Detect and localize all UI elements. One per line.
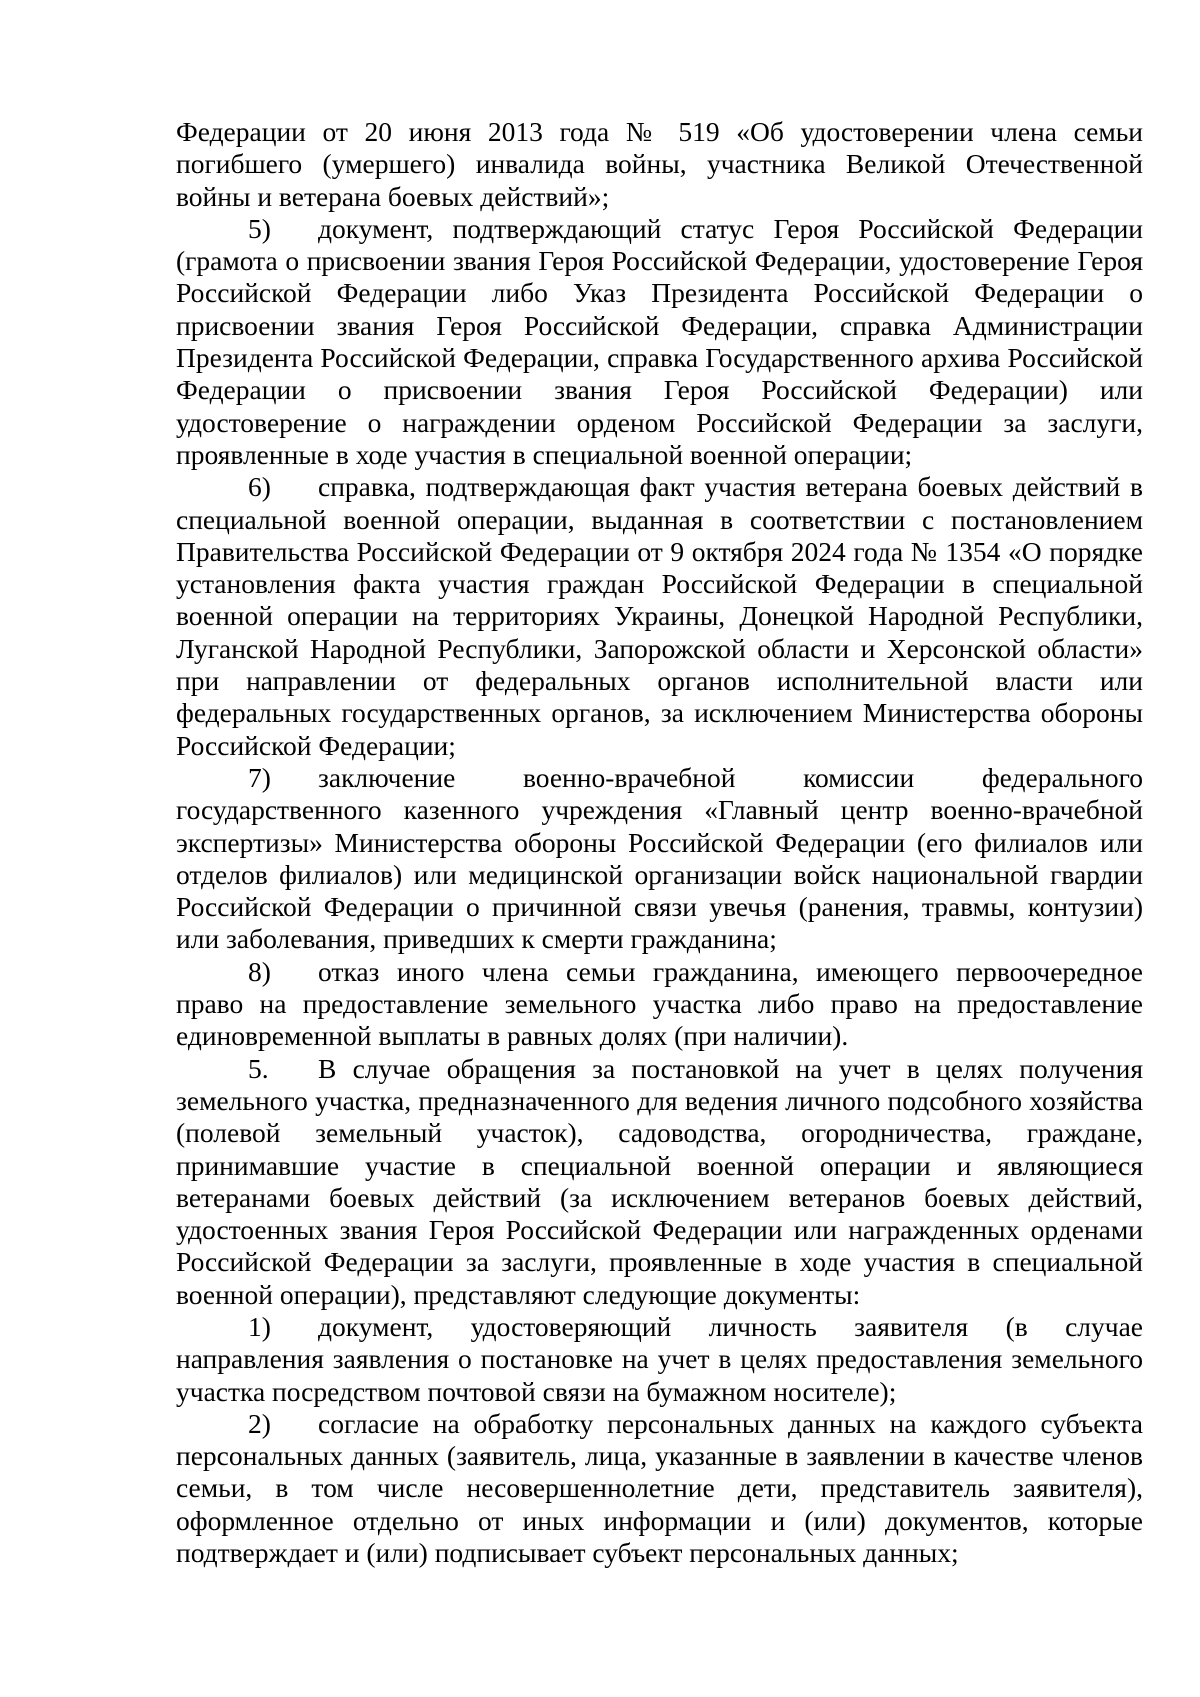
list-item-5 xyxy=(176,213,1143,471)
list-item-number: 7) xyxy=(248,761,271,793)
list-item-number: 5) xyxy=(248,212,271,244)
list-item-number: 2) xyxy=(248,1407,271,1439)
list-item-number: 8) xyxy=(248,955,271,987)
list-item-8 xyxy=(176,956,1143,1053)
paragraph-text: справка, подтверждающая факт участия ветерана боевых действий в специальной военной операции, выданная в соответствии с постановлением Правительства Российской Федерации от 9 октября 2024 года № 1354 «О порядке установления факта участия граждан Российской Федерации в специальной военной операции на территориях Украины, Донецкой Народной Республики, Луганской Народной Республики, Запорожской области и Херсонской области» при направлении от федеральных органов исполнительной власти или федеральных государственных органов, за исключением Министерства обороны Российской Федерации; xyxy=(176,471,1143,761)
paragraph-text: отказ иного члена семьи гражданина, имеющего первоочередное право на предоставление земельного участка либо право на предоставление единовременной выплаты в равных долях (при наличии). xyxy=(176,955,1143,1052)
list-item-number: 6) xyxy=(248,471,271,503)
paragraph-text: В случае обращения за постановкой на учет в целях получения земельного участка, предназначенного для ведения личного подсобного хозяйства (полевой земельный участок), садоводства, огородничества, граждане, принимавшие участие в специальной военной операции и являющиеся ветеранами боевых действий (за исключением ветеранов боевых действий, удостоенных звания Героя Российской Федерации или награжденных орденами Российской Федерации за заслуги, проявленные в ходе участия в специальной военной операции), представляют следующие документы: xyxy=(176,1052,1143,1310)
paragraph-continuation xyxy=(176,116,1143,213)
paragraph-text: документ, удостоверяющий личность заявителя (в случае направления заявления о постановке на учет в целях предоставления земельного участка посредством почтовой связи на бумажном носителе); xyxy=(176,1310,1143,1407)
paragraph-text: согласие на обработку персональных данных на каждого субъекта персональных данных (заявитель, лица, указанные в заявлении в качестве членов семьи, в том числе несовершеннолетние дети, представитель заявителя), оформленное отдельно от иных информации и (или) документов, которые подтверждает и (или) подписывает субъект персональных данных; xyxy=(176,1407,1143,1569)
section-number: 5. xyxy=(248,1052,269,1084)
section-5 xyxy=(176,1053,1143,1311)
paragraph-text: заключение военно-врачебной комиссии федерального государственного казенного учреждения «Главный центр военно-врачебной экспертизы» Министерства обороны Российской Федерации (его филиалов или отделов филиалов) или медицинской организации войск национальной гвардии Российской Федерации о причинной связи увечья (ранения, травмы, контузии) или заболевания, приведших к смерти гражданина; xyxy=(176,761,1143,955)
list-item-6 xyxy=(176,471,1143,762)
list-item-7 xyxy=(176,762,1143,956)
list-item-2 xyxy=(176,1408,1143,1569)
list-item-number: 1) xyxy=(248,1310,271,1342)
paragraph-text: документ, подтверждающий статус Героя Российской Федерации (грамота о присвоении звания Героя Российской Федерации, удостоверение Героя Российской Федерации либо Указ Президента Российской Федерации о присвоении звания Героя Российской Федерации, справка Администрации Президента Российской Федерации, справка Государственного архива Российской Федерации о присвоении звания Героя Российской Федерации) или удостоверение о награждении орденом Российской Федерации за заслуги, проявленные в ходе участия в специальной военной операции; xyxy=(176,212,1143,470)
list-item-1 xyxy=(176,1311,1143,1408)
document-body xyxy=(176,116,1143,1569)
paragraph-text: Федерации от 20 июня 2013 года № 519 «Об удостоверении члена семьи погибшего (умершего) инвалида войны, участника Великой Отечественной войны и ветерана боевых действий»; xyxy=(176,116,1143,212)
